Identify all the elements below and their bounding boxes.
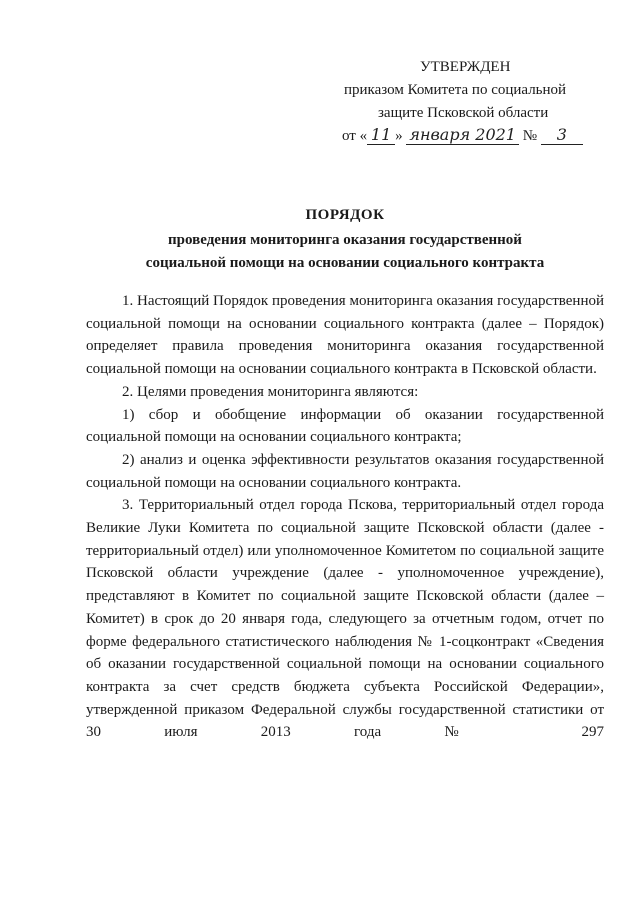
date-separator: » (395, 128, 403, 144)
title-subtitle-line-1: проведения мониторинга оказания государственной (168, 232, 522, 248)
paragraph-1: 1. Настоящий Порядок проведения мониторинга оказания государственной социальной помощи на основании социального контракта (далее – Порядок) определяет правила проведения мониторинга оказания государственной социальной помощи на основании социального контракта в Псковской области. (86, 293, 604, 378)
approval-stamp (320, 56, 590, 148)
title-heading: ПОРЯДОК (305, 207, 385, 223)
approval-order-line: приказом Комитета по социальной (344, 82, 567, 98)
date-prefix: от « (342, 128, 368, 144)
paragraph-2-item-1: 1) сбор и обобщение информации об оказании государственной социальной помощи на основании социального контракта; (86, 406, 604, 446)
approval-heading: УТВЕРЖДЕН (420, 59, 511, 75)
handwritten-month-year: января 2021 (406, 126, 519, 145)
approval-date-line (320, 125, 590, 148)
document-body (86, 290, 604, 744)
paragraph-3: 3. Территориальный отдел города Пскова, территориальный отдел города Великие Луки Комитета по социальной защите Псковской области (далее - территориальный отдел) или уполномоченное Комитетом по социальной защите Псковской области учреждение (далее - уполномоченное учреждение), представляют в Комитет по социальной защите Псковской области (далее – Комитет) в срок до 20 января года, следующего за отчетным годом, отчет по форме федерального статистического наблюдения № 1-соцконтракт «Сведения об оказании государственной социальной помощи на основании социального контракта за счет средств бюджета субъекта Российской Федерации», утвержденной приказом Федеральной службы государственной статистики от 30 июля 2013 года № 297 (86, 497, 604, 741)
handwritten-day: 11 (367, 126, 395, 145)
paragraph-2: 2. Целями проведения мониторинга являются: (122, 383, 419, 400)
number-label: № (522, 128, 538, 144)
approval-region-line: защите Псковской области (378, 105, 549, 121)
paragraph-2-item-2: 2) анализ и оценка эффективности результатов оказания государственной социальной помощи на основании социального контракта. (86, 451, 604, 491)
title-subtitle-line-2: социальной помощи на основании социального контракта (145, 255, 545, 271)
handwritten-order-number: 3 (541, 126, 583, 145)
document-title (86, 204, 604, 275)
